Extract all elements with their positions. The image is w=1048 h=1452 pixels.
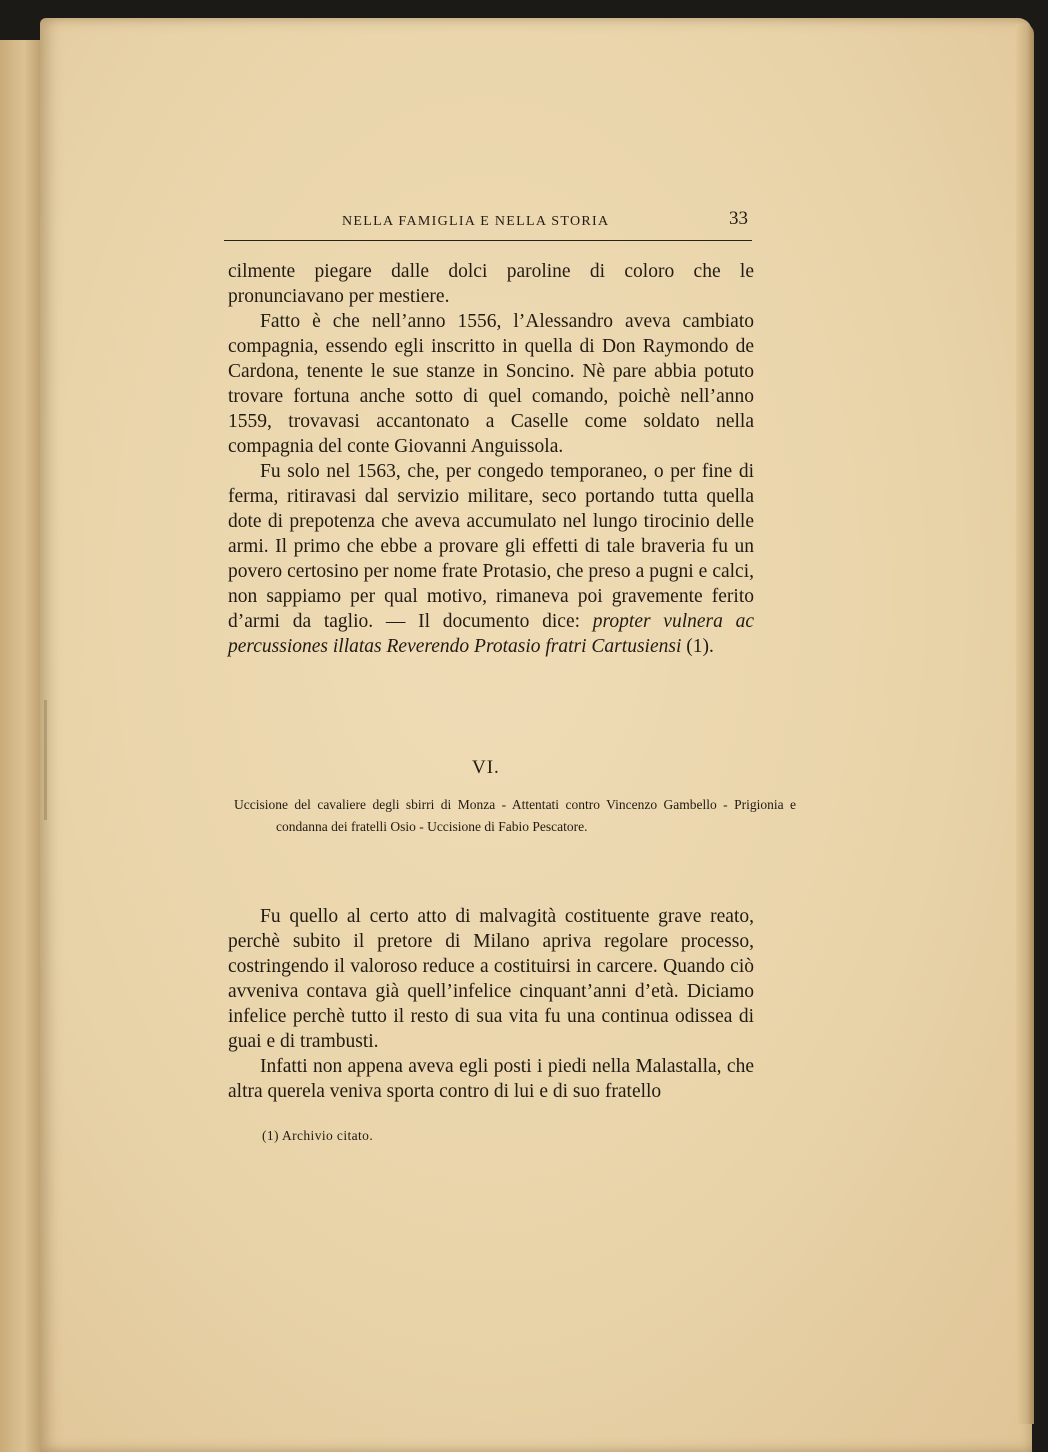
latin-quote: propter vulnera ac percussiones illatas Reverendo Protasio fratri Cartusiensi	[228, 611, 755, 657]
paragraph: Fatto è che nell’anno 1556, l’Alessandro aveva cambiato compagnia, essendo egli inscritto in quella di Don Raymondo de Cardona, tenente le sue stanze in Soncino. Nè pare abbia potuto trovare fortuna anche sotto di quel comando, poichè nell’anno 1559, trovavasi accantonato a Caselle come soldato nella compagnia del conte Giovanni Anguissola.	[228, 311, 754, 457]
running-header	[224, 206, 752, 240]
paragraph: Infatti non appena aveva egli posti i piedi nella Malastalla, che altra querela veniva sporta contro di lui e di suo fratello	[228, 1056, 754, 1102]
paragraph-text: Fu solo nel 1563, che, per congedo temporaneo, o per fine di ferma, ritiravasi dal servizio militare, seco portando tutta quella dote di prepotenza che aveva accumulato nel lungo tirocinio delle armi. Il primo che ebbe a provare gli effetti di tale braveria fu un povero certosino per nome frate Protasio, che preso a pugni e calci, non sappiamo per qual motivo, rimaneva poi gravemente ferito d’armi da taglio. — Il documento dice:	[228, 461, 754, 632]
gutter-shadow	[44, 700, 47, 820]
body-text-bottom	[228, 904, 754, 1104]
running-title: NELLA FAMIGLIA E NELLA STORIA	[342, 214, 610, 229]
paragraph: Fu quello al certo atto di malvagità costituente grave reato, perchè subito il pretore di Milano apriva regolare processo, costringendo il valoroso reduce a costituirsi in carcere. Quando ciò avveniva contava già quell’infelice cinquant’anni d’età. Diciamo infelice perchè tutto il resto di sua vita fu una continua odissea di guai e di trambusti.	[228, 906, 754, 1052]
footnote: (1) Archivio citato.	[262, 1128, 374, 1143]
body-text-top	[228, 259, 754, 659]
section-numeral: VI.	[472, 757, 500, 778]
previous-page-edge	[0, 40, 44, 1452]
paragraph-with-quote	[228, 459, 754, 659]
chapter-summary: Uccisione del cavaliere degli sbirri di Monza - Attentati contro Vincenzo Gambello - Prigionia e condanna dei fratelli Osio - Uccisione di Fabio Pescatore.	[234, 797, 796, 834]
page-number: 33	[729, 208, 748, 229]
page-fore-edge	[1016, 24, 1034, 1424]
footnote-reference: (1).	[686, 636, 714, 657]
paragraph: cilmente piegare dalle dolci paroline di coloro che le pronunciavano per mestiere.	[228, 261, 754, 307]
header-rule	[224, 240, 752, 241]
